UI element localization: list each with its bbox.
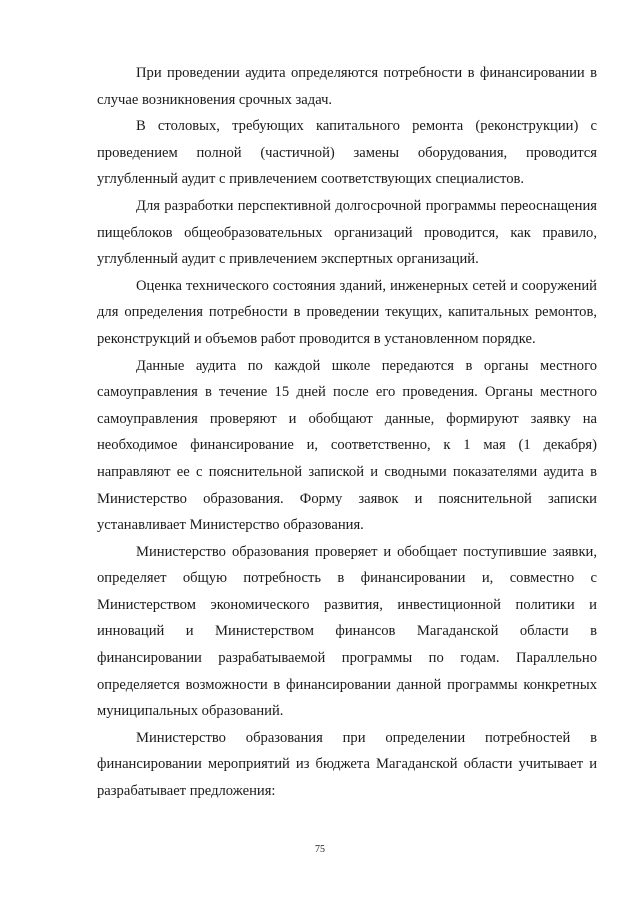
paragraph-6: Министерство образования проверяет и обобщает поступившие заявки, определяет общую потребность в финансировании и, совместно с Министерством экономического развития, инвестиционной политики и инноваций и Министерством финансов Магаданской области в финансировании разрабатываемой программы по годам. Параллельно определяется возможности в финансировании данной программы конкретных муниципальных образований. bbox=[97, 543, 597, 720]
paragraph-5: Данные аудита по каждой школе передаются в органы местного самоуправления в течение 15 дней после его проведения. Органы местного самоуправления проверяют и обобщают данные, формируют заявку на необходимое финансирование и, соответственно, к 1 мая (1 декабря) направляют ее с пояснительной запиской и сводными показателями аудита в Министерство образования. Форму заявок и пояснительной записки устанавливает Министерство образования. bbox=[97, 357, 597, 534]
document-body bbox=[97, 60, 597, 805]
paragraph-2: В столовых, требующих капитального ремонта (реконструкции) с проведением полной (частичной) замены оборудования, проводится углубленный аудит с привлечением соответствующих специалистов. bbox=[97, 118, 597, 188]
page-number: 75 bbox=[315, 844, 325, 855]
paragraph-7: Министерство образования при определении потребностей в финансировании мероприятий из бюджета Магаданской области учитывает и разрабатывает предложения: bbox=[97, 729, 597, 800]
paragraph-4: Оценка технического состояния зданий, инженерных сетей и сооружений для определения потребности в проведении текущих, капитальных ремонтов, реконструкций и объемов работ проводится в установленном порядке. bbox=[97, 277, 597, 347]
paragraph-3: Для разработки перспективной долгосрочной программы переоснащения пищеблоков общеобразовательных организаций проводится, как правило, углубленный аудит с привлечением экспертных организаций. bbox=[97, 197, 597, 268]
paragraph-1: При проведении аудита определяются потребности в финансировании в случае возникновения срочных задач. bbox=[97, 65, 597, 108]
